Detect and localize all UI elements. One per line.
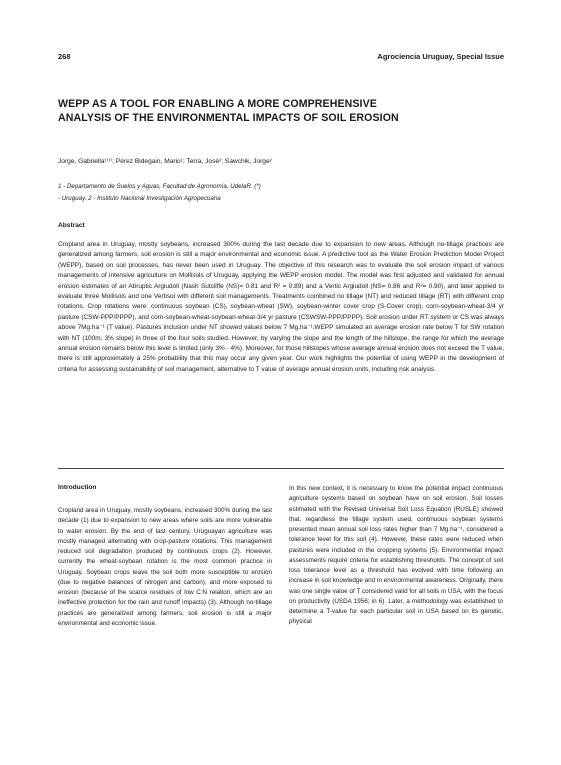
paper-title — [58, 97, 503, 125]
abstract-text: Cropland area in Uruguay, mostly soybeans, increased 300% during the last decade due to expansion to new areas. Although no-tillage practices are generalized among farmers, soil erosion is still a major environmental and economic issue. A predictive tool as the Water Erosion Prediction Model Project (WEPP), based on soil processes, has never been used in Uruguay. The objective of this research was to evaluate the soil erosion impact of various managements of intensive agriculture on Mollisols of Uruguay, applying the WEPP erosion model. The model was first adjusted and validated for annual erosion estimates of an Abruptic Argiudoll (Nash Sutcliffe (NS)= 0.81 and R² = 0.89) and a Vertic Argiudoll (NS= 0.86 and R²= 0.90), and later applied to evaluate three Mollisols and one Vertisol with different soil managements. Treatments combined no tillage (NT) and reduced tillage (RT) with different crop rotations. Crop rotations were: continuous soybean (CS), soybean-wheat (SW), soybean-winter cover crop (S-Cover crop), corn-soybean-wheat-3/4 yr pasture (CSW-PPP/PPPP), and corn-soybean-wheat-soybean-wheat-3/4 yr pasture (CSWSW-PPP/PPPP). Soil erosion under RT system or CS was always above 7Mg.ha⁻¹ (T value). Pastures inclusion under NT showed values below 7 Mg.ha⁻¹.WEPP simulated an average erosion rate below T for SW rotation with NT (100m; 3% slope) in three of the four soils studied. However, by varying the slope and the length of the hillslope, the range for which the average annual erosion remains below this level is limited (only 3% - 4%). Moreover, for those hillslopes whose average annual erosion does not exceed the T value, there is still approximately a 25% probability that this may occur any given year. Our work highlights the potential of using WEPP in the development of criteria for assessing sustainability of soil management, alternative to T value of average annual erosion units, including risk analysis. — [58, 241, 504, 373]
abstract-heading: Abstract — [58, 222, 85, 229]
journal-name: Agrociencia Uruguay, Special Issue — [377, 52, 504, 61]
section-divider — [58, 468, 504, 469]
affiliation-line-1: 1 - Departamento de Suelos y Aguas, Facultad de Agronomía, UdelaR. (*) — [58, 183, 261, 190]
introduction-right-column: In this new context, it is necessary to know the potential impact continuous agriculture systems based on soybean have on soil erosion. Soil losses estimated with the Revised Universal Soil Loss Equation (RUSLE) showed that, regardless the tillage system used, continuous soybean systems presented mean annual soil loss rates higher than 7 Mg.ha⁻¹, considered a tolerance level for this soil (4). However, these rates were reduced when pastures were included in the cropping systems (5). Environmental impact assessments require criteria for establishing thresholds. The concept of soil loss tolerance level as a threshold has evolved with time following an increase in soil knowledge and in environmental awareness. Originally, there was one single value of T considered valid for all soils in USA, with the focus on productivity (USDA 1956; in 6). Later, a methodology was established to determine a T-value for each particular soil in USA based on its genetic, physical — [289, 485, 503, 626]
page-number: 268 — [58, 52, 71, 61]
introduction-heading: Introduction — [58, 484, 97, 491]
affiliations — [58, 181, 503, 205]
affiliation-line-2: - Uruguay. 2 - Instituto Nacional Investigación Agropecuaria — [58, 195, 221, 202]
authors: Jorge, Gabriella¹⁽¹⁾; Pérez Bidegain, Mario¹; Terra, José²; Sawchik, Jorge² — [58, 158, 272, 165]
title-line-2: ANALYSIS OF THE ENVIRONMENTAL IMPACTS OF SOIL EROSION — [58, 112, 399, 124]
introduction-left-column: Cropland area in Uruguay, mostly soybeans, increased 300% during the last decade (1) due to expansion to new areas where soils are more vulnerable to water erosion. By the end of last century, Uruguayan agriculture was mostly managed alternating with crop-pasture rotations. This management reduced soil degradation produced by continuous crops (2). However, currently the wheat-soybean rotation is the most common practice in Uruguay. Soybean crops leave the soil both more susceptible to erosion (due to negative balances of nitrogen and carbon), and more exposed to erosion (because of the scarce residues of low C:N relation, which are an ineffective protection for the rain and runoff impacts) (3). Although no-tillage practices are generalized among farmers, soil erosion is still a major environmental and economic issue. — [58, 507, 272, 627]
title-line-1: WEPP AS A TOOL FOR ENABLING A MORE COMPREHENSIVE — [58, 98, 377, 110]
